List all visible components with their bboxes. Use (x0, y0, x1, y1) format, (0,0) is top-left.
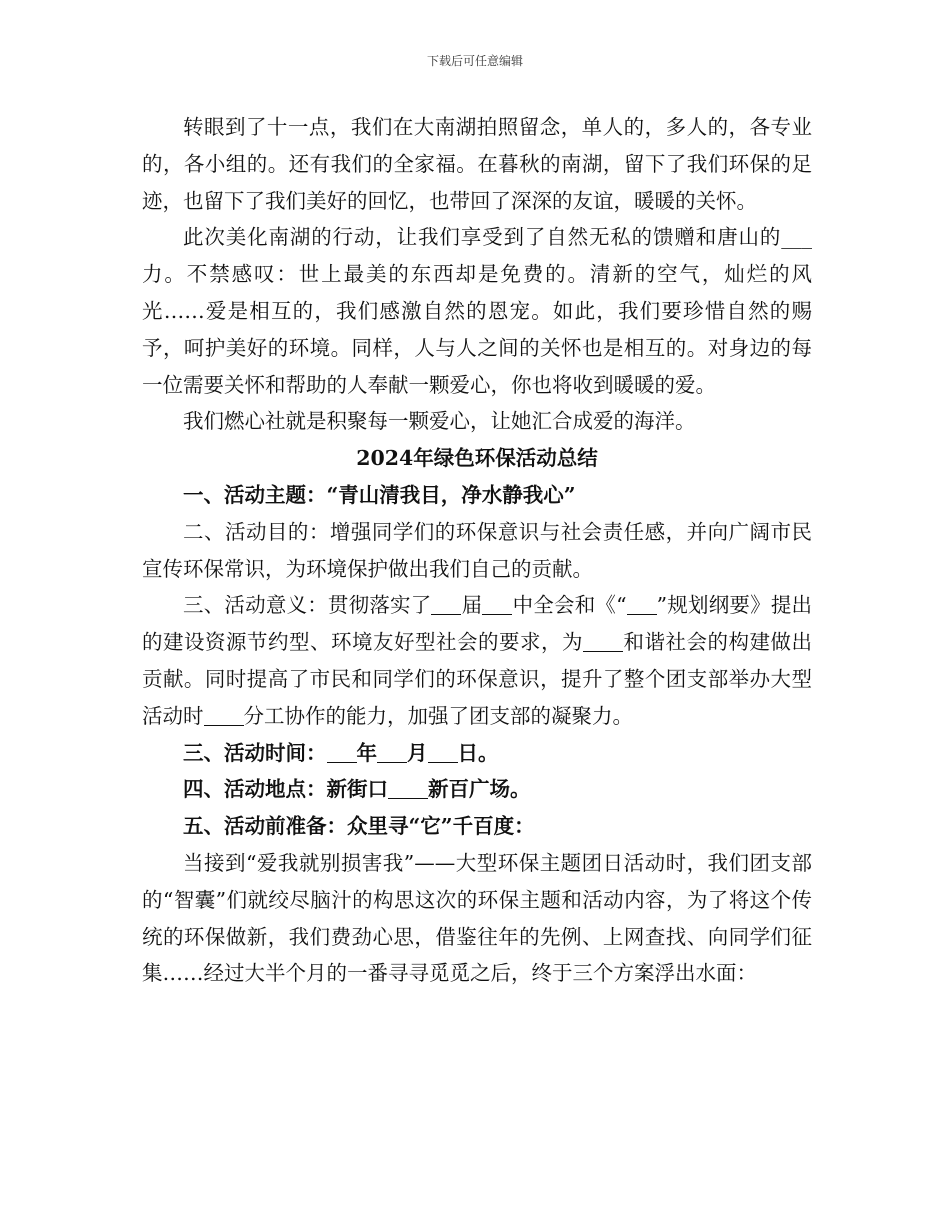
location-text-1: 四、活动地点：新街口 (183, 777, 388, 802)
time-day: 日。 (457, 740, 499, 765)
blank-plan (627, 594, 657, 616)
activity-significance (142, 587, 812, 734)
significance-text-4: ”规划纲要》提出的建设资源节约型、环境友好型社会的要求，为 (142, 593, 813, 655)
paragraph-photo: 转眼到了十一点，我们在大南湖拍照留念，单人的，多人的，各专业的，各小组的。还有我们的全家福。在暮秋的南湖，留下了我们环保的足迹，也留下了我们美好的回忆，也带回了深深的友谊，暖暖的关怀。 (142, 115, 812, 213)
blank-build (583, 631, 623, 653)
blank-teamwork (204, 704, 244, 726)
paragraph-preparation-detail: 当接到“爱我就别损害我”——大型环保主题团日活动时，我们团支部的“智囊”们就绞尽脑汁的构思这次的环保主题和活动内容，为了将这个传统的环保做新，我们费劲心思，借鉴往年的先例、上网查找、向同学们征集……经过大半个月的一番寻寻觅觅之后，终于三个方案浮出水面： (142, 850, 812, 986)
location-text-2: 新百广场。 (428, 777, 531, 802)
paragraph-club: 我们燃心社就是积聚每一颗爱心，让她汇合成爱的海洋。 (183, 409, 696, 434)
activity-preparation: 五、活动前准备：众里寻“它”千百度： (183, 814, 535, 839)
blank-location (388, 778, 428, 800)
time-year: 年 (356, 740, 377, 765)
significance-text-2: 届 (461, 593, 483, 618)
significance-text-6: 分工协作的能力，加强了团支部的凝聚力。 (243, 703, 633, 728)
time-label: 三、活动时间： (183, 740, 327, 765)
blank-year (327, 741, 357, 763)
blank-day (428, 741, 458, 763)
document-body (142, 109, 812, 992)
blank-session (431, 594, 461, 616)
activity-time (142, 735, 812, 772)
activity-theme: 一、活动主题：“青山清我目，净水静我心” (183, 482, 576, 507)
activity-location (142, 771, 812, 808)
blank-month (377, 741, 407, 763)
activity-purpose: 二、活动目的：增强同学们的环保意识与社会责任感，并向广阔市民宣传环保常识，为环境保护做出我们自己的贡献。 (142, 519, 812, 581)
paragraph-reflection: 此次美化南湖的行动，让我们享受到了自然无私的馈赠和唐山的___力。不禁感叹：世上最美的东西却是免费的。清新的空气，灿烂的风光……爱是相互的，我们感激自然的恩宠。如此，我们要珍惜自然的赐予，呵护美好的环境。同样，人与人之间的关怀也是相互的。对身边的每一位需要关怀和帮助的人奉献一颗爱心，你也将收到暖暖的爱。 (142, 225, 812, 397)
blank-plenary (482, 594, 512, 616)
significance-text-5: 和谐社会的构建做出贡献。同时提高了市民和同学们的环保意识，提升了整个团支部举办大型活动时 (142, 630, 812, 728)
significance-text-1: 三、活动意义：贯彻落实了 (183, 593, 432, 618)
time-month: 月 (407, 740, 428, 765)
page-header: 下载后可任意编辑 (426, 54, 523, 68)
significance-text-3: 中全会和《“ (512, 593, 627, 618)
section-title: 2024年绿色环保活动总结 (356, 446, 598, 471)
